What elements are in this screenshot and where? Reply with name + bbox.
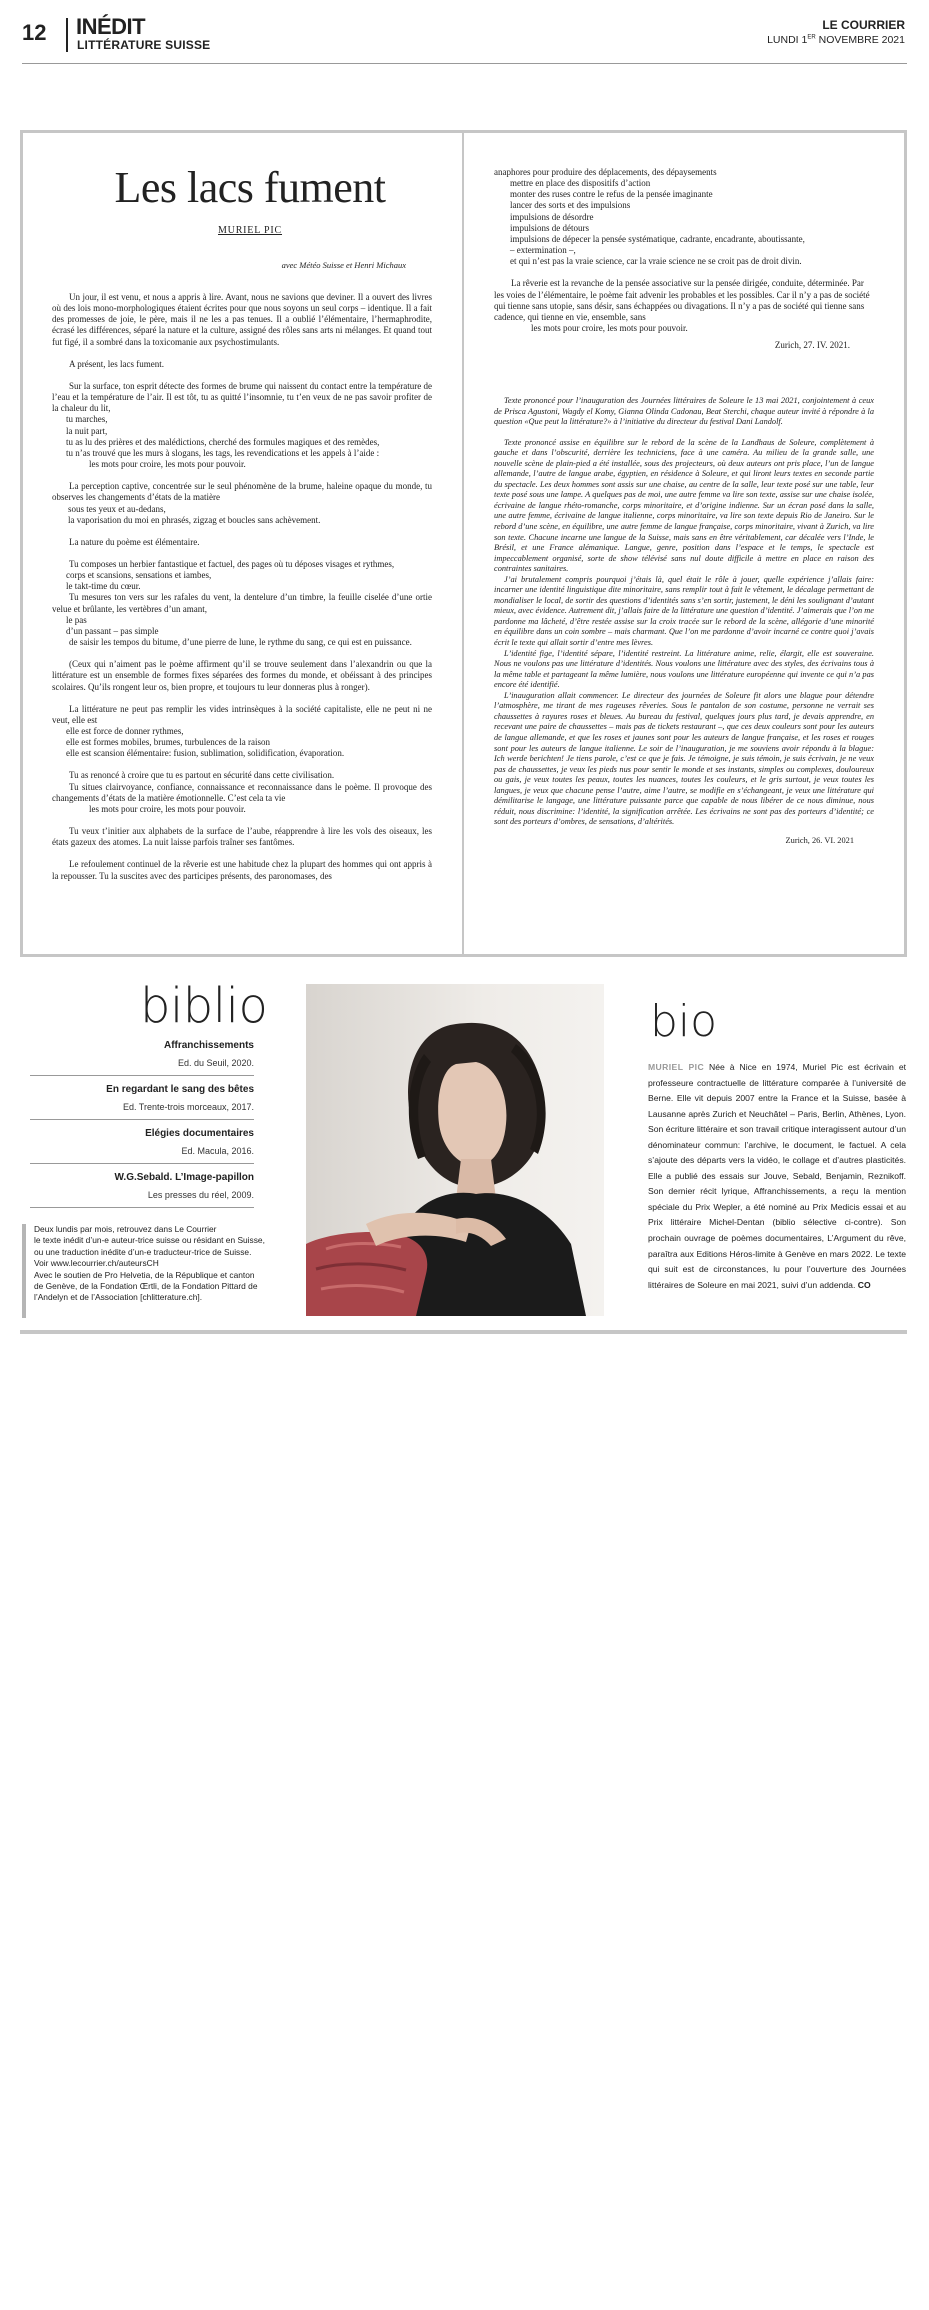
right_column-paragraph: – extermination –,	[510, 245, 576, 256]
info-line: Deux lundis par mois, retrouvez dans Le Courrier	[34, 1224, 217, 1234]
left_column-paragraph: tu marches,	[66, 414, 108, 425]
left_column-paragraph	[52, 370, 432, 381]
left_column-paragraph: La perception captive, concentrée sur le seul phénomène de la brume, haleine opaque du monde, tu observes les changements d’états de la matière	[52, 481, 432, 503]
date-suffix: NOVEMBRE 2021	[815, 34, 905, 46]
left_column-paragraph: Sur la surface, ton esprit détecte des formes de brume qui naissent du contact entre la température de l’eau et la température de l’air. Il est tôt, tu as quitté l’insomnie, tu t’en veux de ne pas savoir profiter de la chaleur du lit,	[52, 380, 432, 414]
bio-body: Née à Nice en 1974, Muriel Pic est écrivain et professeure contractuelle de littérature comparée à l’université de Berne. Elle vit depuis 2007 entre la France et la Suisse, basée à Lausanne après Zurich et Neuchâtel – Paris, Berlin, Athènes, Lyon. Son écriture littéraire et son travail critique interagissent autour d’un dénominateur commun: l’archive, le document, le factuel. A cela s’ajoute des départs vers la vidéo, le collage et d’autres plasticités. Elle a publié des essais sur Jouve, Sebald, Benjamin, Reznikoff. Son dernier récit lyrique, Affranchissements, a reçu la mention spéciale du Prix Wepler, a été nominé au Prix Medicis essai et au Prix littéraire Michel-Dentan (biblio sélective ci-contre). Son prochain ouvrage de poèmes documentaires, L’Argument du rêve, paraîtra aux Editions Héros-limite à Genève en mars 2022. Le texte qui suit est de circonstances, lu pour l’ouverture des Journées littéraires de Soleure en mai 2021, suivi d’un addenda.	[648, 1062, 907, 1290]
section-title: INÉDIT	[76, 14, 146, 39]
left_column-paragraph: tu n’as trouvé que les murs à slogans, les tags, les revendications et les appels à l’aide :	[66, 447, 380, 458]
right_column-paragraph: impulsions de dépecer la pensée systématique, cadrante, encadrante, aboutissante,	[510, 233, 805, 244]
biblio-item	[30, 1170, 254, 1208]
biblio-item-publisher: Ed. Trente-trois morceaux, 2017.	[122, 1102, 254, 1112]
bio-text	[648, 1060, 906, 1293]
biblio-item-title: W.G.Sebald. L’Image-papillon	[114, 1172, 254, 1183]
left_column-paragraph	[52, 348, 432, 359]
left_column-paragraph: d’un passant – pas simple	[66, 625, 159, 636]
left_column-paragraph: les mots pour croire, les mots pour pouvoir.	[89, 803, 246, 814]
addendum-paragraph: Texte prononcé pour l’inauguration des Journées littéraires de Soleure le 13 mai 2021, conjointement à ceux de Prisca Agustoni, Wagdy el Komy, Gianna Olinda Cadonau, Beat Sterchi, chaque auteur invité à répondre à la question «Que peut la littérature?» à l’initiative du directeur du festival Dani Landolf.	[494, 396, 874, 427]
addendum-paragraph: L’inauguration allait commencer. Le directeur des journées de Soleure fit alors une blague pour détendre l’atmosphère, me tirant de mes rageuses rêveries. Sous le pantalon de son costume, personne ne verrait ses chaussettes à rayures roses et bleues. Au bureau du festival, quelques jours plus tard, je devais apprendre, en recevant une paire de chaussettes – mais pas de tickets restaurant –, que ces deux couleurs sont pour les auteurs de langue allemande, et que les roses et jaunes sont pour les auteurs de langue française, et les roses et rouges sont pour les auteurs de langue italienne. Le soir de l’inauguration, je me souviens avoir répondu à la blague: Ich werde berichten! Je tiens parole, c’est ce que je fais. Je témoigne, je suis témoin, je suis écrivain, je ne veux pas de chaussettes, je veux les pieds nus pour sentir le monde et ses instants, simples ou complexes, douloureux ou gais, je veux toutes les peaux, toutes les nuances, toutes les couleurs, et le gris surtout, je veux toutes les langues, je veux que chacune pense l’autre, aime l’autre, se modifie en s’échangeant, je veux une littérature qui démilitarise le langage, une littérature puissante parce que capable de nous libérer de ce nous diminue, nous réduit, nous discrimine: l’identité, la signification arrêtée. Les écrivains ne sont pas des porteurs d’identité; ce sont des porteurs d’ombres, de sensations, d’altérités.	[494, 690, 874, 827]
issue-date	[767, 34, 905, 46]
right_column-paragraph: lancer des sorts et des impulsions	[510, 200, 631, 211]
bottom-rule	[20, 1330, 907, 1334]
left_column-paragraph: le pas	[66, 614, 87, 625]
left_column-paragraph	[52, 759, 432, 770]
info-line: Avec le soutien de Pro Helvetia, de la République et canton	[34, 1269, 255, 1280]
addendum-signature: Zurich, 26. VI. 2021	[785, 835, 854, 845]
addendum-paragraph: L’identité fige, l’identité sépare, l’identité restreint. La littérature anime, relie, élargit, elle est souveraine. Nous ne voulons pas une littérature d’identités. Nous voulons une littérature avec des styles, des écrivains tous à la même table et partageant la même lumière, nous voulons une littérature européenne qui invente ce qui n’a pas encore été identifié.	[494, 648, 874, 690]
left_column-paragraph: Tu composes un herbier fantastique et factuel, des pages où tu déposes visages et rythmes,	[69, 558, 395, 569]
section-subtitle: LITTÉRATURE SUISSE	[77, 38, 211, 52]
header-divider	[66, 18, 68, 52]
author-portrait-illustration	[306, 984, 604, 1316]
right_column-paragraph: La rêverie est la revanche de la pensée associative sur la pensée dirigée, conduite, déterminée. Par les voies de l’élémentaire, le poème fait advenir les probables et les possibles. Car il n’y a pas de société qui tienne sans utopie, sans désir, sans échappées ou divagations. Il n’y a pas de société qui tienne sans cadence, qui tienne en vie, ensemble, sans	[494, 278, 870, 322]
right_column-paragraph	[494, 267, 874, 278]
article-title: Les lacs fument	[114, 163, 386, 212]
bio-author-name: MURIEL PIC	[648, 1062, 705, 1072]
date-superscript: ER	[807, 34, 816, 41]
bio-end-mark: CO	[857, 1279, 871, 1290]
biblio-item-publisher: Ed. du Seuil, 2020.	[177, 1058, 254, 1068]
biblio-item-title: Affranchissements	[163, 1040, 254, 1051]
right_column-paragraph: Zurich, 27. IV. 2021.	[774, 340, 850, 351]
article-dedication: avec Météo Suisse et Henri Michaux	[281, 260, 406, 270]
article-addendum	[494, 396, 874, 846]
biblio-item-publisher: Ed. Macula, 2016.	[181, 1146, 254, 1156]
left_column-paragraph: le takt-time du cœur.	[66, 581, 141, 592]
biblio-item	[30, 1082, 254, 1120]
addendum-paragraph: Texte prononcé assise en équilibre sur le rebord de la scène de la Landhaus de Soleure, complètement à gauche et dans l’obscurité, derrière les techniciens, face à une caméra. Au milieu de la grande salle, une nouvelle scène de plain-pied a été installée, sous des projecteurs, où deux auteurs ont pris place, l’un de langue allemande, l’autre de langue arabe, égyptien, en résidence à Soleure, et qui liront leurs textes en seconde partie du spectacle. Les deux hommes sont assis sur une chaise, au centre de la salle, leur texte posé sur une table, leur texte posé sous une lampe. A quelques pas de moi, une autre femme va lire son texte, assise sur une chaise isolée, écrivaine de langue rhéto-romanche, corps minoritaire, et d’origine indienne. Sur un écran posé dans la salle, une autre femme, écrivaine de langue italienne, corps minoritaire, va lire son texte depuis Rio de Janeiro. Sur le rebord d’une scène, en équilibre, une autre femme de langue française, corps minoritaire, vivant à Zurich, va lire son texte. Chacune incarne une langue de la Suisse, mais sans en être véritablement, car décalée vers l’Inde, le Brésil, et une France alémanique. Langue, genre, position dans l’espace et le temps, le spectacle est impeccablement organisé, sorte de show télévisé sans nul doute difficile à mettre en place en raison des contraintes sanitaires.	[494, 437, 874, 574]
left_column-paragraph: La littérature ne peut pas remplir les vides intrinsèques à la société capitaliste, elle ne peut ni ne veut, elle est	[52, 703, 432, 725]
left_column-paragraph: tu as lu des prières et des malédictions, cherché des formules magiques et des remèdes,	[66, 436, 380, 447]
left_column-paragraph: Tu as renoncé à croire que tu es partout en sécurité dans cette civilisation.	[69, 770, 335, 781]
biblio-item-publisher: Les presses du réel, 2009.	[147, 1190, 254, 1200]
series-info-box	[22, 1224, 286, 1318]
info-line: le texte inédit d’un-e auteur-trice suisse ou résidant en Suisse,	[34, 1235, 265, 1246]
left_column-paragraph: la vaporisation du moi en phrasés, zigzag et boucles sans achèvement.	[68, 514, 321, 525]
article-author: MURIEL PIC	[217, 225, 283, 236]
right_column-paragraph: anaphores pour produire des déplacements, des dépaysements	[494, 167, 717, 177]
newspaper-name: LE COURRIER	[822, 18, 905, 32]
left_column-paragraph	[52, 526, 432, 537]
info-line: l’Andelyn et de l’Association [chlitterature.ch].	[34, 1292, 203, 1303]
date-prefix: LUNDI 1	[767, 34, 808, 46]
left_column-paragraph: corps et scansions, sensations et iambes,	[66, 570, 212, 581]
left_column-paragraph	[52, 848, 432, 859]
right_column-paragraph: les mots pour croire, les mots pour pouvoir.	[531, 323, 688, 334]
biblio-heading: biblio	[140, 978, 268, 1034]
left_column-paragraph: Tu mesures ton vers sur les rafales du vent, la dentelure d’un timbre, la feuille ciselée d’une ortie velue et brûlante, les vertèbres d’un amant,	[52, 592, 432, 614]
article-column-right	[494, 167, 874, 351]
left_column-paragraph: elle est scansion élémentaire: fusion, sublimation, solidification, évaporation.	[66, 748, 345, 759]
column-divider	[462, 130, 464, 957]
biblio-item-title: En regardant le sang des bêtes	[106, 1084, 254, 1095]
biblio-item	[30, 1038, 254, 1076]
left_column-paragraph: les mots pour croire, les mots pour pouvoir.	[89, 459, 246, 470]
right_column-paragraph: et qui n’est pas la vraie science, car la vraie science ne se croit pas de droit divin.	[510, 256, 802, 267]
left_column-paragraph: La nature du poème est élémentaire.	[69, 536, 200, 547]
left_column-paragraph: elle est force de donner rythmes,	[66, 726, 184, 736]
article-column-left	[52, 292, 432, 882]
left_column-paragraph	[52, 693, 432, 704]
bio-heading: bio	[650, 996, 718, 1047]
left_column-paragraph: sous tes yeux et au-dedans,	[68, 503, 166, 514]
right_column-paragraph: impulsions de détours	[510, 222, 589, 233]
addendum-paragraph: J’ai brutalement compris pourquoi j’étais là, quel était le rôle à jouer, quelle expérience j’allais faire: incarner une identité linguistique dite minoritaire, sans remplir tout à fait le vêtement, le décalage permettant de mondialiser le local, de sortir des questions d’identités sans s’en sortir, justement, le déni les soulignant d’autant mieux, avec évidence. Autrement dit, j’allais faire de la littérature une question d’identité. J’aimerais que l’on me pardonne ma lâcheté, d’être restée assise sur la croix tracée sur le rebord de la scène, allégorie d’une minorité en équilibre dans un coin sombre – mais charmant. Que l’on me pardonne d’avoir incarné ce contre quoi j’avais écrit le texte qui allait sortir d’entre mes lèvres.	[494, 574, 874, 648]
page-number: 12	[22, 20, 47, 45]
right_column-paragraph: impulsions de désordre	[510, 211, 594, 222]
biblio-item-title: Elégies documentaires	[145, 1128, 254, 1139]
left_column-paragraph	[52, 648, 432, 659]
photo-credit: PHOTO EMMANUELLE MARCHADOUR	[788, 2289, 838, 2310]
left_column-paragraph: elle est formes mobiles, brumes, turbulences de la raison	[66, 737, 270, 748]
left_column-paragraph	[52, 815, 432, 826]
page-header	[0, 0, 929, 80]
biblio-list	[30, 1038, 254, 1214]
addendum-paragraph	[494, 428, 874, 438]
left_column-paragraph: Tu situes clairvoyance, confiance, connaissance et reconnaissance dans le poème. Il provoque des changements d’états de la matière émotionnelle. C’est cela ta vie	[52, 781, 432, 803]
left_column-paragraph: A présent, les lacs fument.	[69, 358, 164, 369]
left_column-paragraph: de saisir les tempos du bitume, d’une pierre de lune, le rythme du sang, ce qui est en puissance.	[69, 637, 412, 648]
left_column-paragraph	[52, 470, 432, 481]
info-line: Voir www.lecourrier.ch/auteursCH	[34, 1258, 159, 1269]
left_column-paragraph	[52, 548, 432, 559]
header-rule	[22, 63, 907, 64]
right_column-paragraph: monter des ruses contre le refus de la pensée imaginante	[510, 189, 713, 200]
right_column-paragraph: mettre en place des dispositifs d’action	[510, 178, 651, 189]
left_column-paragraph: Tu veux t’initier aux alphabets de la surface de l’aube, réapprendre à lire les vols des oiseaux, les états gazeux des atomes. La nuit laisse parfois traîner ses fantômes.	[52, 826, 432, 848]
left_column-paragraph: Un jour, il est venu, et nous a appris à lire. Avant, nous ne savions que deviner. Il a ouvert des livres où des lois mono-morphologiques étaient écrites pour que nous soyons un seul corps – identique. Il a fait des promesses de joie, le père, mais il ne les a pas tenues. Il a oublié l’élémentaire, l’hermaphrodite, écrasé les différences, séparé la nature et la culture, assigné des rôles sans arts ni mélanges. Et quand tout fut figé, il a sombré dans la toxicomanie aux psychostimulants.	[52, 292, 432, 347]
left_column-paragraph: la nuit part,	[66, 425, 108, 436]
info-line: ou une traduction inédite d’un-e traducteur-trice de Suisse.	[34, 1246, 252, 1257]
info-line: de Genève, de la Fondation Œrtli, de la Fondation Pittard de	[34, 1281, 258, 1292]
left_column-paragraph: (Ceux qui n’aiment pas le poème affirment qu’il se trouve seulement dans l’alexandrin ou que la littérature est un ensemble de formes fixes séparées des formes du monde, et obéissant à des principes scolaires. Qu’ils rongent leur os, bien propre, et toujours tu leur donneras plus à ronger).	[52, 659, 432, 692]
left_column-paragraph: Le refoulement continuel de la rêverie est une habitude chez la plupart des hommes qui ont appris à la repousser. Tu la suscites avec des participes présents, des paronomases, des	[52, 859, 432, 881]
biblio-item	[30, 1126, 254, 1164]
